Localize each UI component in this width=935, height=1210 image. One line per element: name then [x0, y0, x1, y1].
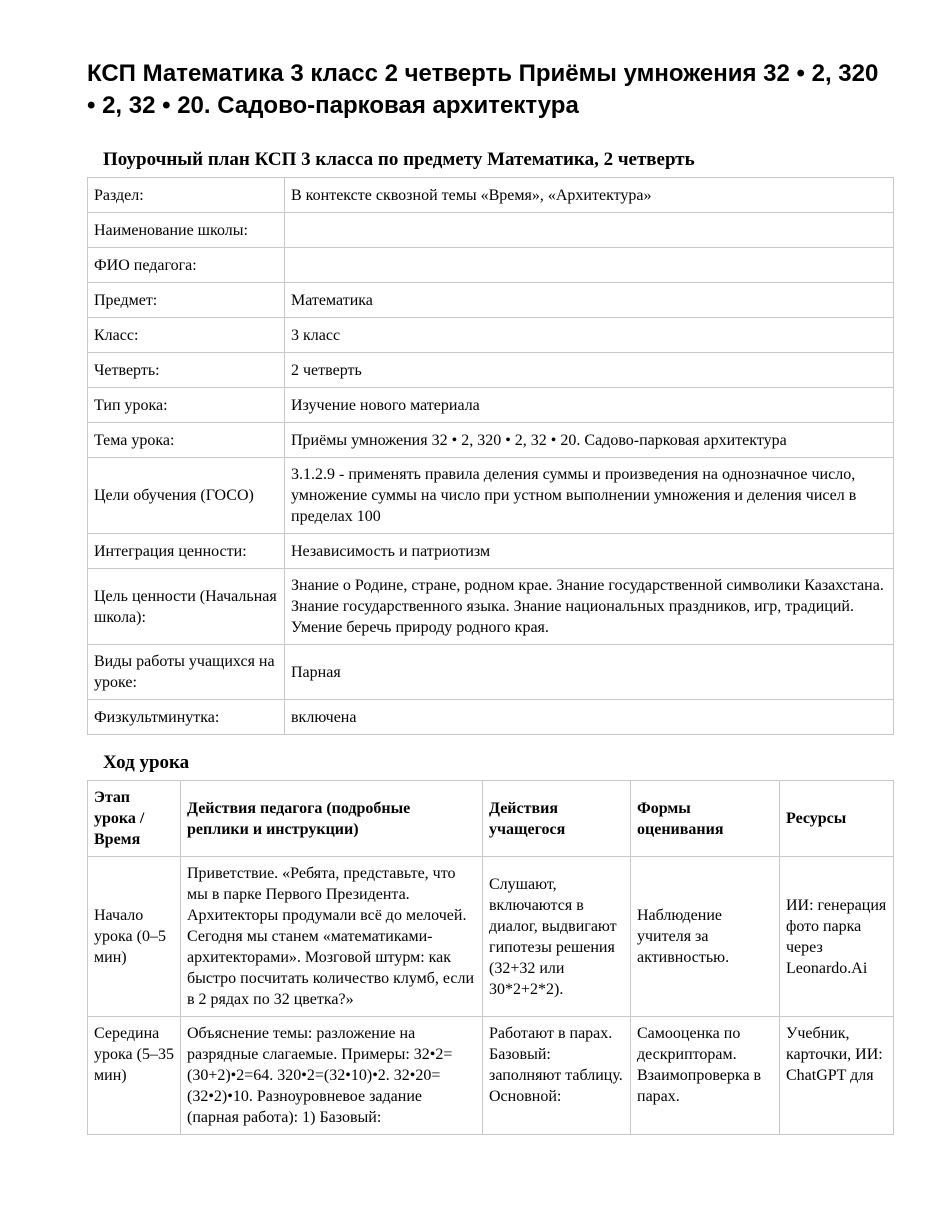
info-value: Парная	[285, 645, 894, 700]
lesson-teacher-actions: Объяснение темы: разложение на разрядные слагаемые. Примеры: 32•2=(30+2)•2=64. 320•2=(32•10)•2. 32•20=(32•2)•10. Разноуровневое задание (парная работа): 1) Базовый:	[181, 1017, 483, 1135]
lesson-row-start	[88, 857, 894, 1017]
lesson-heading: Ход урока	[103, 752, 190, 773]
lesson-student-actions: Слушают, включаются в диалог, выдвигают гипотезы решения (32+32 или 30*2+2*2).	[483, 857, 631, 1017]
document-title: КСП Математика 3 класс 2 четверть Приёмы умножения 32 • 2, 320 • 2, 32 • 20. Садово-парковая архитектура	[87, 60, 879, 119]
info-value: включена	[285, 700, 894, 735]
info-value	[285, 248, 894, 283]
info-row-grade	[88, 318, 894, 353]
info-value: 3 класс	[285, 318, 894, 353]
info-row-learning-goals	[88, 458, 894, 534]
info-row-school	[88, 213, 894, 248]
plan-heading: Поурочный план КСП 3 класса по предмету Математика, 2 четверть	[103, 149, 695, 170]
info-label: Предмет:	[88, 283, 285, 318]
info-value: 3.1.2.9 - применять правила деления суммы и произведения на однозначное число, умножение суммы на число при устном выполнении умножения и деления чисел в пределах 100	[285, 458, 894, 534]
info-row-section	[88, 178, 894, 213]
info-row-value-integration	[88, 534, 894, 569]
lesson-header-row	[88, 781, 894, 857]
info-row-quarter	[88, 353, 894, 388]
lesson-teacher-actions: Приветствие. «Ребята, представьте, что мы в парке Первого Президента. Архитекторы продумали всё до мелочей. Сегодня мы станем «математиками-архитекторами». Мозговой штурм: как быстро посчитать количество клумб, если в 2 рядах по 32 цветка?»	[181, 857, 483, 1017]
info-row-work-types	[88, 645, 894, 700]
lesson-student-actions: Работают в парах. Базовый: заполняют таблицу. Основной:	[483, 1017, 631, 1135]
info-table	[87, 177, 894, 735]
lesson-row-middle	[88, 1017, 894, 1135]
info-value	[285, 213, 894, 248]
info-label: Виды работы учащихся на уроке:	[88, 645, 285, 700]
info-value: Знание о Родине, стране, родном крае. Знание государственной символики Казахстана. Знание государственного языка. Знание национальных праздников, игр, традиций. Умение беречь природу родного края.	[285, 569, 894, 645]
lesson-stage: Середина урока (5–35 мин)	[88, 1017, 181, 1135]
lesson-header-resources: Ресурсы	[780, 781, 894, 857]
info-value: 2 четверть	[285, 353, 894, 388]
lesson-stage: Начало урока (0–5 мин)	[88, 857, 181, 1017]
lesson-assessment: Самооценка по дескрипторам. Взаимопроверка в парах.	[631, 1017, 780, 1135]
info-label: Цель ценности (Начальная школа):	[88, 569, 285, 645]
info-label: Наименование школы:	[88, 213, 285, 248]
info-value: Математика	[285, 283, 894, 318]
info-label: Цели обучения (ГОСО)	[88, 458, 285, 534]
info-label: ФИО педагога:	[88, 248, 285, 283]
info-row-physical-break	[88, 700, 894, 735]
info-label: Интеграция ценности:	[88, 534, 285, 569]
info-label: Класс:	[88, 318, 285, 353]
info-value: Изучение нового материала	[285, 388, 894, 423]
lesson-resources: Учебник, карточки, ИИ: ChatGPT для	[780, 1017, 894, 1135]
info-label: Тема урока:	[88, 423, 285, 458]
info-value: В контексте сквозной темы «Время», «Архитектура»	[285, 178, 894, 213]
info-row-lesson-type	[88, 388, 894, 423]
info-label: Четверть:	[88, 353, 285, 388]
lesson-header-assessment: Формы оценивания	[631, 781, 780, 857]
info-value: Независимость и патриотизм	[285, 534, 894, 569]
info-row-subject	[88, 283, 894, 318]
lesson-header-student: Действия учащегося	[483, 781, 631, 857]
info-label: Физкультминутка:	[88, 700, 285, 735]
info-label: Тип урока:	[88, 388, 285, 423]
lesson-resources: ИИ: генерация фото парка через Leonardo.Ai	[780, 857, 894, 1017]
lesson-assessment: Наблюдение учителя за активностью.	[631, 857, 780, 1017]
info-value: Приёмы умножения 32 • 2, 320 • 2, 32 • 20. Садово-парковая архитектура	[285, 423, 894, 458]
document-page	[87, 58, 893, 1135]
lesson-header-stage: Этап урока / Время	[88, 781, 181, 857]
info-row-topic	[88, 423, 894, 458]
lesson-header-teacher: Действия педагога (подробные реплики и инструкции)	[181, 781, 483, 857]
info-label: Раздел:	[88, 178, 285, 213]
lesson-table	[87, 780, 894, 1135]
info-row-teacher	[88, 248, 894, 283]
info-row-value-goal	[88, 569, 894, 645]
